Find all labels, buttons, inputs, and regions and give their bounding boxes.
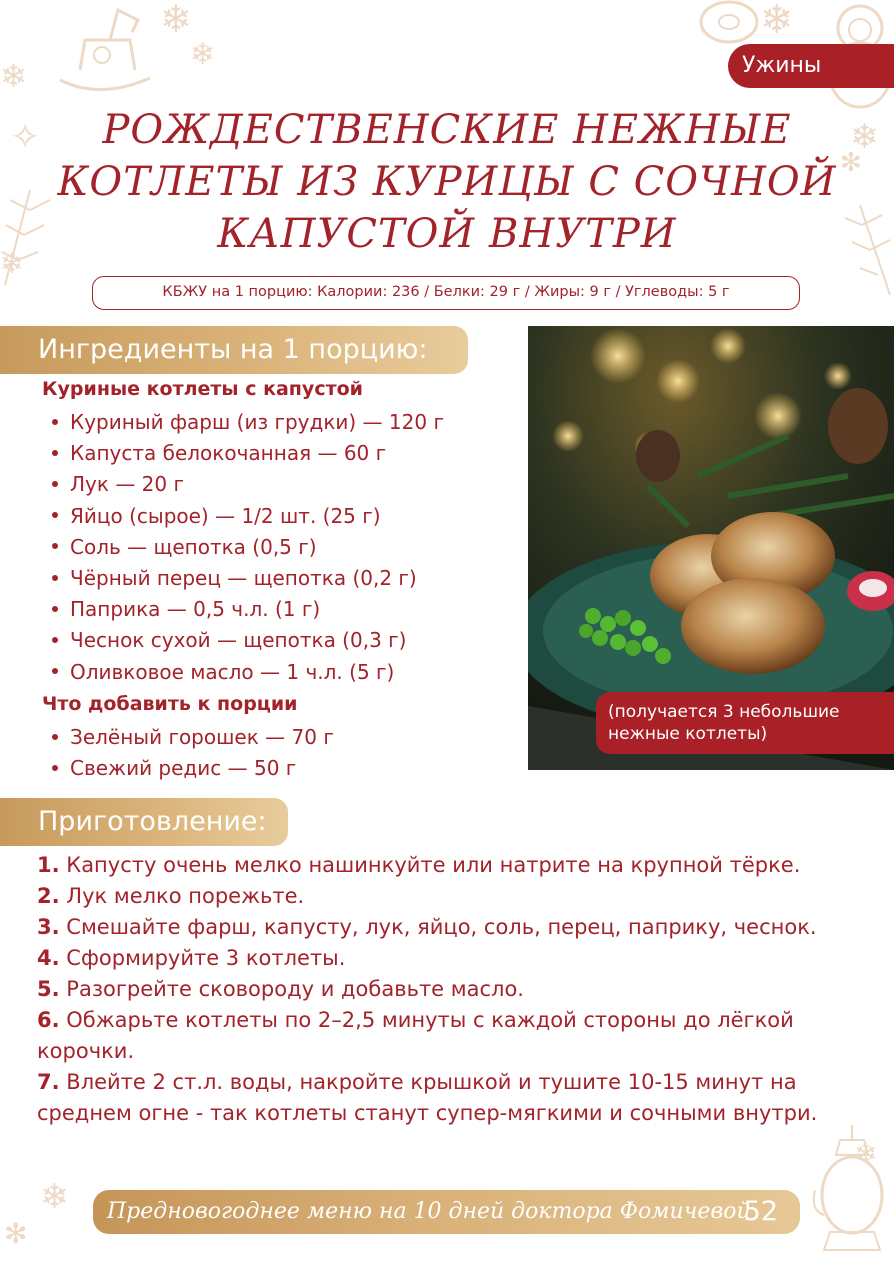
list-item: Оливковое масло — 1 ч.л. (5 г) (42, 657, 444, 688)
bullet-icon (52, 765, 58, 771)
preparation-heading: Приготовление: (0, 798, 288, 846)
list-item: Лук — 20 г (42, 469, 444, 500)
list-item: Соль — щепотка (0,5 г) (42, 532, 444, 563)
step-item: 6. Обжарьте котлеты по 2–2,5 минуты с каждой стороны до лёгкой корочки. (37, 1008, 794, 1063)
bullet-icon (52, 575, 58, 581)
bullet-icon (52, 543, 58, 549)
snowflake-icon: ❄ (190, 37, 216, 72)
list-item: Куриный фарш (из грудки) — 120 г (42, 407, 444, 438)
ingredient-group-title: Что добавить к порции (42, 693, 298, 715)
samovar-icon (810, 1120, 894, 1264)
candy-icon: ✧ (10, 117, 41, 158)
rocking-horse-icon (40, 0, 160, 100)
snowflake-icon: ❄ (854, 1137, 878, 1170)
step-item: 4. Сформируйте 3 котлеты. (37, 946, 346, 970)
snowflake-icon: ❄ (40, 1177, 69, 1217)
page-title: РОЖДЕСТВЕНСКИЕ НЕЖНЫЕ КОТЛЕТЫ ИЗ КУРИЦЫ С СОЧНОЙ КАПУСТОЙ ВНУТРИ (57, 107, 837, 257)
list-item: Свежий редис — 50 г (42, 753, 334, 784)
list-item: Капуста белокочанная — 60 г (42, 438, 444, 469)
ingredient-group-title: Куриные котлеты с капустой (42, 378, 363, 400)
bullet-icon (52, 637, 58, 643)
bullet-icon (52, 450, 58, 456)
bullet-icon (52, 734, 58, 740)
preparation-steps (37, 850, 857, 1129)
list-item: Яйцо (сырое) — 1/2 шт. (25 г) (42, 501, 444, 532)
footer-bar (93, 1190, 800, 1234)
snowflake-icon: ❄ (850, 117, 879, 157)
page-number: 52 (743, 1196, 778, 1227)
ingredient-list (42, 407, 444, 688)
footer-title: Предновогоднее меню на 10 дней доктора Фомичевой (107, 1199, 751, 1224)
list-item: Чёрный перец — щепотка (0,2 г) (42, 563, 444, 594)
nutrition-info: КБЖУ на 1 порцию: Калории: 236 / Белки: 29 г / Жиры: 9 г / Углеводы: 5 г (92, 276, 800, 310)
bullet-icon (52, 481, 58, 487)
list-item: Паприка — 0,5 ч.л. (1 г) (42, 594, 444, 625)
list-item: Чеснок сухой — щепотка (0,3 г) (42, 625, 444, 656)
step-item: 3. Смешайте фарш, капусту, лук, яйцо, соль, перец, паприку, чеснок. (37, 915, 817, 939)
snowflake-icon: ✻ (4, 1217, 28, 1250)
ingredient-list (42, 722, 334, 784)
snowflake-icon: ✻ (840, 148, 862, 178)
donut-ornament-icon (694, 0, 764, 50)
bullet-icon (52, 668, 58, 674)
snowflake-icon: ❄ (0, 57, 27, 95)
snowflake-icon: ❄ (760, 0, 794, 43)
step-item: 7. Влейте 2 ст.л. воды, накройте крышкой и тушите 10-15 минут на среднем огне - так котлеты станут супер-мягкими и сочными внутри. (37, 1070, 818, 1125)
step-item: 5. Разогрейте сковороду и добавьте масло. (37, 977, 524, 1001)
category-tag: Ужины (728, 44, 894, 88)
list-item: Зелёный горошек — 70 г (42, 722, 334, 753)
bullet-icon (52, 419, 58, 425)
snowflake-icon: ❄ (160, 0, 192, 41)
step-item: 2. Лук мелко порежьте. (37, 884, 305, 908)
ingredients-heading: Ингредиенты на 1 порцию: (0, 326, 468, 374)
step-item: 1. Капусту очень мелко нашинкуйте или натрите на крупной тёрке. (37, 853, 801, 877)
bullet-icon (52, 512, 58, 518)
photo-caption: (получается 3 небольшие нежные котлеты) (596, 692, 894, 754)
bullet-icon (52, 606, 58, 612)
snowflake-icon: ❄ (0, 247, 24, 280)
